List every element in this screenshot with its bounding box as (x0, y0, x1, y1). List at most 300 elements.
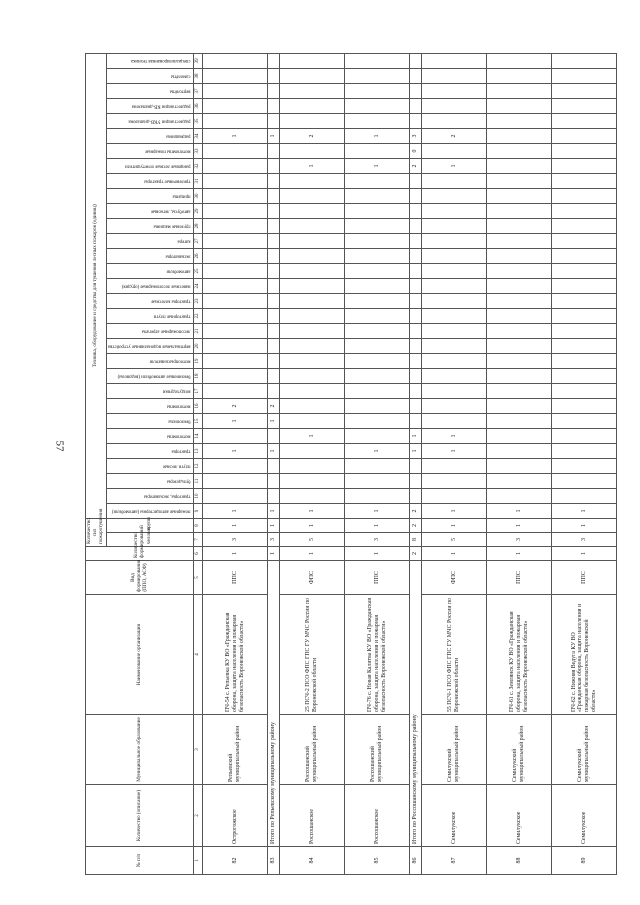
cell-col-15 (422, 414, 487, 429)
cell-col-36 (422, 99, 487, 114)
total-row (410, 53, 422, 874)
cell-col-21 (268, 324, 280, 339)
cell-col-36 (552, 99, 617, 114)
header-equipment-item: вертолёты (106, 84, 194, 99)
cell-col-22 (487, 309, 552, 324)
cell-col-26 (268, 249, 280, 264)
cell-settlement: Семилукское (487, 785, 552, 847)
cell-col-25 (203, 264, 268, 279)
cell-col-13 (280, 444, 345, 459)
cell-col-38 (552, 69, 617, 84)
cell-col-12 (422, 459, 487, 474)
header-equipment-item: лесопожарные агрегаты (106, 324, 194, 339)
cell-col-35 (552, 114, 617, 129)
cell-col-30 (422, 189, 487, 204)
column-number: 4 (194, 595, 203, 715)
cell-col-19 (552, 354, 617, 369)
cell-col-14 (345, 429, 410, 444)
cell-settlement: Семилукское (552, 785, 617, 847)
cell-col-39 (268, 53, 280, 68)
cell-col-26 (410, 249, 422, 264)
cell-col-13: 1 (345, 444, 410, 459)
cell-col-33 (280, 144, 345, 159)
column-number: 29 (194, 204, 203, 219)
cell-col-39 (487, 53, 552, 68)
cell-col-19 (487, 354, 552, 369)
cell-col-36 (487, 99, 552, 114)
cell-col-17 (203, 384, 268, 399)
cell-col-19 (410, 354, 422, 369)
column-number: 14 (194, 429, 203, 444)
header-municipality: Муниципальное образование (86, 715, 194, 785)
cell-groups: 1 (280, 519, 345, 533)
cell-col-9: 1 (268, 504, 280, 519)
cell-type: ППС (345, 561, 410, 595)
cell-col-34: 2 (280, 129, 345, 144)
cell-col-22 (203, 309, 268, 324)
cell-municipality: Россошанский муниципальный район (345, 715, 410, 785)
column-number: 17 (194, 384, 203, 399)
cell-col-38 (280, 69, 345, 84)
header-equipment-item: специализированная техника (106, 53, 194, 68)
cell-col-25 (280, 264, 345, 279)
cell-col-14 (268, 429, 280, 444)
cell-col-20 (268, 339, 280, 354)
cell-col-19 (280, 354, 345, 369)
cell-municipality: Семилукский муниципальный район (422, 715, 487, 785)
cell-col-9: 2 (410, 504, 422, 519)
cell-col-39 (552, 53, 617, 68)
header-equipment-item: катера (106, 234, 194, 249)
cell-col-13: 1 (410, 444, 422, 459)
cell-municipality: Семилукский муниципальный район (552, 715, 617, 785)
cell-col-32: 1 (422, 159, 487, 174)
cell-col-9: 1 (345, 504, 410, 519)
column-number: 1 (194, 847, 203, 875)
cell-organization: 25 ПСЧ-2 ПСО ФПС ГПС ГУ МЧС России по Воронежской области (280, 595, 345, 715)
cell-col-12 (410, 459, 422, 474)
cell-col-24 (487, 279, 552, 294)
cell-col-16 (422, 399, 487, 414)
column-number: 9 (194, 504, 203, 519)
column-number: 30 (194, 189, 203, 204)
column-number: 27 (194, 234, 203, 249)
cell-col-10 (410, 489, 422, 504)
cell-col-10 (552, 489, 617, 504)
header-equipment-item: вертикальные водоналивные устройства (106, 339, 194, 354)
cell-col-37 (345, 84, 410, 99)
cell-col-30 (552, 189, 617, 204)
cell-col-12 (280, 459, 345, 474)
cell-col-29 (345, 204, 410, 219)
cell-col-26 (345, 249, 410, 264)
cell-col-37 (422, 84, 487, 99)
column-number: 11 (194, 474, 203, 489)
cell-formations: 1 (268, 547, 280, 561)
cell-col-34 (487, 129, 552, 144)
cell-col-35 (268, 114, 280, 129)
column-number: 25 (194, 264, 203, 279)
cell-col-16 (552, 399, 617, 414)
cell-col-14: 1 (280, 429, 345, 444)
cell-col-24 (552, 279, 617, 294)
cell-n: 87 (422, 847, 487, 875)
cell-col-33 (422, 144, 487, 159)
cell-col-37 (203, 84, 268, 99)
cell-col-23 (422, 294, 487, 309)
cell-col-11 (280, 474, 345, 489)
header-equipment-item: ранцевые лесные огнетушители (106, 159, 194, 174)
page-number: 57 (53, 440, 66, 452)
cell-col-34: 1 (268, 129, 280, 144)
cell-col-23 (203, 294, 268, 309)
cell-col-38 (268, 69, 280, 84)
cell-col-18 (410, 369, 422, 384)
column-number: 2 (194, 785, 203, 847)
cell-col-15: 1 (203, 414, 268, 429)
cell-col-9: 1 (203, 504, 268, 519)
cell-n: 86 (410, 847, 422, 875)
cell-col-13 (487, 444, 552, 459)
cell-col-31 (410, 174, 422, 189)
cell-settlement: Россошанское (345, 785, 410, 847)
column-number: 6 (194, 547, 203, 561)
cell-col-22 (280, 309, 345, 324)
cell-col-18 (487, 369, 552, 384)
header-equipment-item: мотопомпы (106, 399, 194, 414)
cell-col-10 (203, 489, 268, 504)
cell-col-14: 1 (410, 429, 422, 444)
cell-col-28 (552, 219, 617, 234)
cell-col-39 (280, 53, 345, 68)
table-row (552, 53, 617, 874)
cell-total: Итого по Россошанскому муниципальному району (410, 561, 422, 847)
cell-col-32: 1 (345, 159, 410, 174)
cell-col-26 (203, 249, 268, 264)
cell-col-17 (345, 384, 410, 399)
cell-col-32 (268, 159, 280, 174)
cell-col-30 (410, 189, 422, 204)
cell-n: 82 (203, 847, 268, 875)
header-equipment-item: экскаваторы (106, 249, 194, 264)
cell-col-12 (203, 459, 268, 474)
table-row (487, 53, 552, 874)
header-equipment-item: радиостанции КВ-диапазона (106, 99, 194, 114)
cell-col-17 (552, 384, 617, 399)
header-formation-type: Вид формирования (ППО, АСФ) (86, 561, 194, 595)
column-number: 10 (194, 489, 203, 504)
cell-col-39 (422, 53, 487, 68)
cell-col-31 (280, 174, 345, 189)
cell-col-11 (268, 474, 280, 489)
cell-col-36 (203, 99, 268, 114)
cell-col-21 (487, 324, 552, 339)
cell-col-20 (345, 339, 410, 354)
cell-col-23 (487, 294, 552, 309)
cell-col-21 (203, 324, 268, 339)
cell-col-24 (422, 279, 487, 294)
column-number: 33 (194, 144, 203, 159)
cell-col-30 (268, 189, 280, 204)
cell-col-20 (280, 339, 345, 354)
header-equipment-item: пожарные автоцистерны (автомобили) (106, 504, 194, 519)
cell-col-23 (410, 294, 422, 309)
cell-col-25 (410, 264, 422, 279)
cell-n: 84 (280, 847, 345, 875)
cell-col-35 (280, 114, 345, 129)
cell-col-28 (268, 219, 280, 234)
cell-col-31 (268, 174, 280, 189)
header-equipment-item: бульдозеры (106, 474, 194, 489)
cell-settlement: Семилукское (422, 785, 487, 847)
cell-col-33 (345, 144, 410, 159)
cell-col-16 (280, 399, 345, 414)
cell-col-25 (268, 264, 280, 279)
cell-col-28 (345, 219, 410, 234)
cell-col-32 (487, 159, 552, 174)
header-equipment: Техника, оборудование и средства для тушения лесных пожаров (единиц) (86, 53, 107, 518)
cell-col-21 (280, 324, 345, 339)
cell-n: 88 (487, 847, 552, 875)
cell-formations: 2 (410, 547, 422, 561)
header-equipment-item: автомобили (106, 264, 194, 279)
cell-col-14: 1 (422, 429, 487, 444)
cell-settlement: Острогожское (203, 785, 268, 847)
cell-col-23 (268, 294, 280, 309)
header-equipment-item: рацмашины (106, 129, 194, 144)
cell-col-32 (552, 159, 617, 174)
cell-col-22 (410, 309, 422, 324)
cell-col-16 (345, 399, 410, 414)
cell-organization: ПЧ-62 с. Нижняя Ведуга КУ ВО «Гражданская оборона, защита населения и пожарная безопасность Воронежской области» (552, 595, 617, 715)
cell-col-11 (552, 474, 617, 489)
cell-col-17 (410, 384, 422, 399)
cell-col-37 (410, 84, 422, 99)
cell-col-31 (345, 174, 410, 189)
cell-type: ППС (487, 561, 552, 595)
cell-col-20 (410, 339, 422, 354)
table-row (280, 53, 345, 874)
cell-n: 89 (552, 847, 617, 875)
cell-col-19 (345, 354, 410, 369)
cell-col-30 (280, 189, 345, 204)
cell-col-35 (422, 114, 487, 129)
header-personnel: Количество сил пожаротушения (86, 519, 107, 547)
cell-col-34: 1 (203, 129, 268, 144)
header-equipment-item: бензиновые автомобили (водовозы) (106, 369, 194, 384)
cell-col-31 (552, 174, 617, 189)
cell-col-29 (552, 204, 617, 219)
cell-col-9: 1 (552, 504, 617, 519)
cell-col-27 (268, 234, 280, 249)
cell-type: ФПС (280, 561, 345, 595)
cell-n: 83 (268, 847, 280, 875)
cell-organization: ПЧ-61 с. Землянск КУ ВО «Гражданская оборона, защита населения и пожарная безопасность Воронежской области» (487, 595, 552, 715)
cell-col-17 (268, 384, 280, 399)
cell-col-38 (487, 69, 552, 84)
cell-col-18 (422, 369, 487, 384)
cell-col-24 (268, 279, 280, 294)
cell-col-9: 1 (280, 504, 345, 519)
cell-type: ППС (552, 561, 617, 595)
column-number: 12 (194, 459, 203, 474)
cell-col-24 (280, 279, 345, 294)
cell-col-20 (203, 339, 268, 354)
column-number: 34 (194, 129, 203, 144)
cell-col-31 (203, 174, 268, 189)
header-equipment-item: трелевочные тракторы (106, 174, 194, 189)
cell-col-12 (552, 459, 617, 474)
cell-col-21 (422, 324, 487, 339)
cell-groups: 1 (268, 519, 280, 533)
cell-col-24 (410, 279, 422, 294)
cell-col-33 (487, 144, 552, 159)
header-equipment-item: самолёты (106, 69, 194, 84)
header-equipment-item: воздуходувки (106, 384, 194, 399)
cell-col-22 (345, 309, 410, 324)
cell-col-27 (422, 234, 487, 249)
column-number: 22 (194, 309, 203, 324)
cell-col-21 (552, 324, 617, 339)
cell-col-36 (345, 99, 410, 114)
header-people: человек (106, 533, 194, 547)
cell-col-29 (203, 204, 268, 219)
cell-col-33: 0 (410, 144, 422, 159)
cell-col-37 (552, 84, 617, 99)
cell-groups: 1 (422, 519, 487, 533)
cell-people: 3 (552, 533, 617, 547)
column-number: 18 (194, 369, 203, 384)
cell-col-38 (410, 69, 422, 84)
cell-col-18 (552, 369, 617, 384)
cell-col-25 (487, 264, 552, 279)
cell-col-22 (422, 309, 487, 324)
cell-col-29 (487, 204, 552, 219)
header-equipment-item: тракторы колесные (106, 294, 194, 309)
cell-col-17 (487, 384, 552, 399)
cell-col-15 (410, 414, 422, 429)
cell-col-31 (487, 174, 552, 189)
cell-col-10 (268, 489, 280, 504)
cell-col-13: 1 (268, 444, 280, 459)
cell-col-38 (422, 69, 487, 84)
cell-col-13: 1 (203, 444, 268, 459)
cell-col-29 (410, 204, 422, 219)
cell-col-33 (203, 144, 268, 159)
cell-col-27 (345, 234, 410, 249)
cell-col-18 (345, 369, 410, 384)
cell-col-12 (345, 459, 410, 474)
cell-col-18 (280, 369, 345, 384)
cell-col-33 (552, 144, 617, 159)
cell-col-23 (345, 294, 410, 309)
column-number: 23 (194, 294, 203, 309)
cell-col-10 (487, 489, 552, 504)
cell-col-19 (422, 354, 487, 369)
cell-col-26 (422, 249, 487, 264)
cell-municipality: Репьевский муниципальный район (203, 715, 268, 785)
cell-people: 8 (410, 533, 422, 547)
header-n: № п/п (86, 847, 194, 875)
header-equipment-item: тракторы, экскаваторы (106, 489, 194, 504)
cell-col-28 (280, 219, 345, 234)
cell-col-20 (487, 339, 552, 354)
cell-formations: 1 (280, 547, 345, 561)
table-row (345, 53, 410, 874)
column-number: 19 (194, 354, 203, 369)
cell-groups: 1 (345, 519, 410, 533)
cell-col-15 (280, 414, 345, 429)
cell-col-18 (268, 369, 280, 384)
cell-col-14 (552, 429, 617, 444)
column-number: 37 (194, 84, 203, 99)
cell-col-19 (268, 354, 280, 369)
cell-col-26 (280, 249, 345, 264)
cell-col-32 (203, 159, 268, 174)
cell-col-28 (487, 219, 552, 234)
header-equipment-item: плуги лесные (106, 459, 194, 474)
cell-col-12 (268, 459, 280, 474)
cell-col-12 (487, 459, 552, 474)
cell-col-31 (422, 174, 487, 189)
column-number: 20 (194, 339, 203, 354)
table-row (203, 53, 268, 874)
column-number: 26 (194, 249, 203, 264)
cell-groups: 2 (410, 519, 422, 533)
cell-col-14 (203, 429, 268, 444)
column-number: 36 (194, 99, 203, 114)
column-number: 16 (194, 399, 203, 414)
cell-col-25 (422, 264, 487, 279)
header-equipment-item: тракторные плуги (106, 309, 194, 324)
cell-col-27 (203, 234, 268, 249)
cell-col-15 (487, 414, 552, 429)
table-rotation-wrapper (85, 55, 597, 875)
cell-municipality: Россошанский муниципальный район (280, 715, 345, 785)
column-number: 32 (194, 159, 203, 174)
table-row (422, 53, 487, 874)
cell-col-34: 2 (422, 129, 487, 144)
forces-table (85, 53, 617, 875)
cell-col-39 (410, 53, 422, 68)
cell-col-11 (422, 474, 487, 489)
cell-col-24 (203, 279, 268, 294)
cell-col-26 (552, 249, 617, 264)
header-equipment-item: грузовые машины (106, 219, 194, 234)
column-number: 28 (194, 219, 203, 234)
cell-col-29 (280, 204, 345, 219)
header-equipment-item: тракторы (106, 444, 194, 459)
cell-col-15 (552, 414, 617, 429)
cell-people: 3 (268, 533, 280, 547)
cell-col-11 (487, 474, 552, 489)
column-number: 39 (194, 53, 203, 68)
cell-groups: 1 (487, 519, 552, 533)
cell-col-37 (280, 84, 345, 99)
cell-col-14 (487, 429, 552, 444)
cell-col-22 (268, 309, 280, 324)
cell-col-16: 2 (268, 399, 280, 414)
cell-col-36 (410, 99, 422, 114)
cell-col-10 (345, 489, 410, 504)
cell-formations: 1 (422, 547, 487, 561)
cell-col-32: 2 (410, 159, 422, 174)
column-number: 13 (194, 444, 203, 459)
header-equipment-item: мотопомпы пожарные (106, 144, 194, 159)
cell-organization: ПЧ-54 с. Репьевка КУ ВО «Гражданская оборона, защита населения и пожарная безопасность Воронежской области» (203, 595, 268, 715)
cell-col-17 (280, 384, 345, 399)
cell-col-32: 1 (280, 159, 345, 174)
